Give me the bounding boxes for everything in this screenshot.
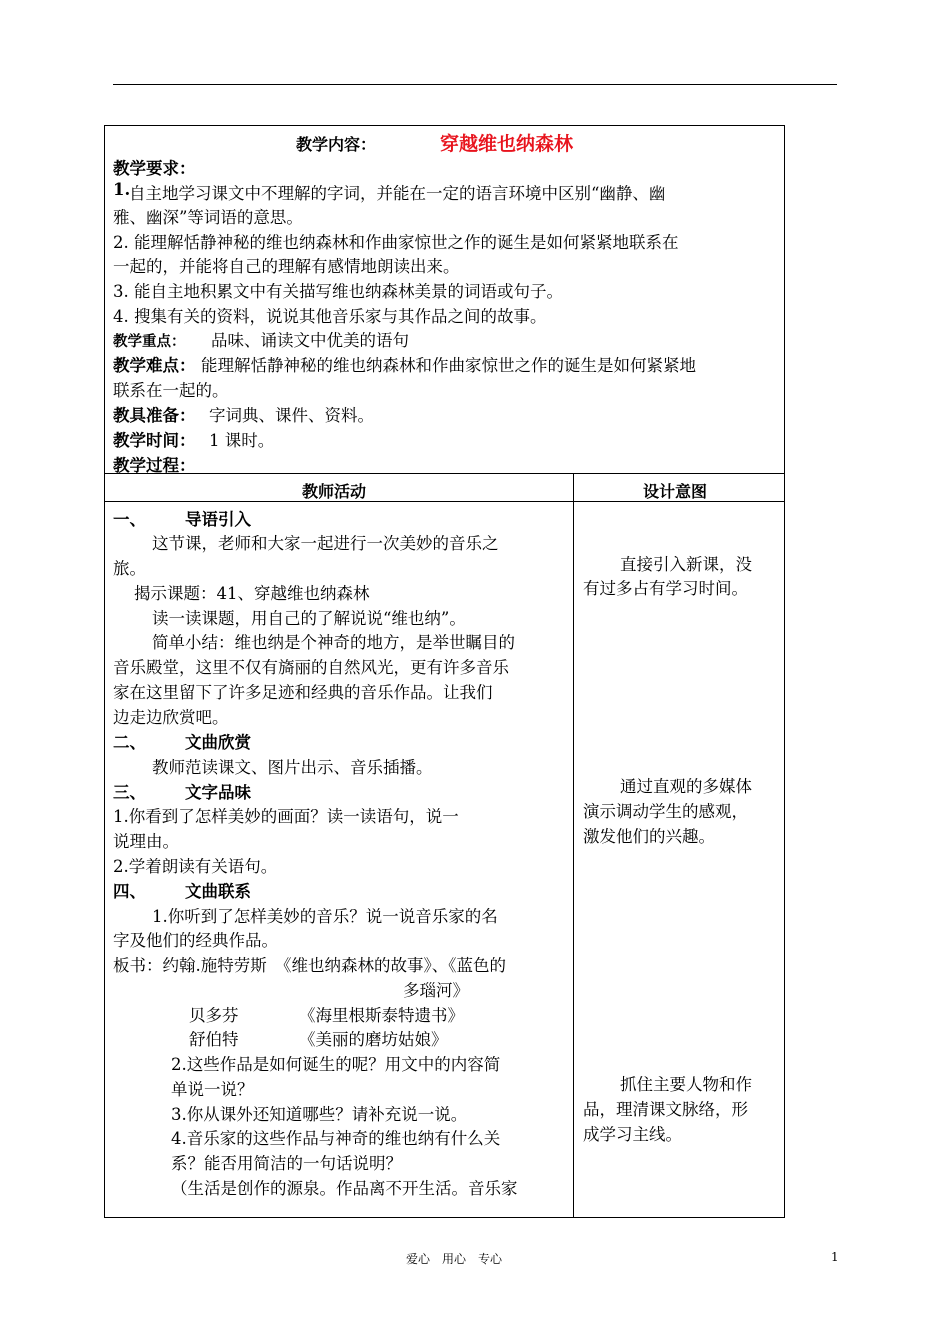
board-beethoven-work: 《海里根斯泰特遗书》 [299,1006,464,1025]
design-intent-header: 设计意图 [643,482,708,501]
design2-line3: 激发他们的兴趣。 [583,827,715,846]
s2-p1: 教师范读课文、图片出示、音乐插播。 [152,758,433,777]
board-beethoven: 贝多芬 [189,1006,239,1025]
focus-text: 品味、诵读文中优美的语句 [211,331,409,350]
s4-q4-line3: （生活是创作的源泉。作品离不开生活。音乐家 [171,1179,518,1198]
s4-q4-line1: 4.音乐家的这些作品与神奇的维也纳有什么关 [171,1129,501,1148]
s4-board-line1: 板书：约翰.施特劳斯 《维也纳森林的故事》、《蓝色的 [113,956,506,975]
design3-line1: 抓住主要人物和作 [620,1075,752,1094]
board-schubert-work: 《美丽的磨坊姑娘》 [299,1030,448,1049]
s4-q4-line2: 系？能否用简洁的一句话说明？ [171,1154,402,1173]
s4-q2-line1: 2.这些作品是如何诞生的呢？用文中的内容简 [171,1055,501,1074]
s1-p4-line3: 家在这里留下了许多足迹和经典的音乐作品。让我们 [113,683,493,702]
design1-line2: 有过多占有学习时间。 [583,579,748,598]
section1-title: 导语引入 [185,510,251,529]
design2-line2: 演示调动学生的感观， [583,802,748,821]
s4-q1-line1: 1.你听到了怎样美妙的音乐？说一说音乐家的名 [152,907,498,926]
time-text: 1 课时。 [209,431,275,450]
column-header-row [105,473,784,502]
difficulty-line1: 能理解恬静神秘的维也纳森林和作曲家惊世之作的诞生是如何紧紧地 [201,356,696,375]
section4-number: 四、 [113,882,146,901]
difficulty-line2: 联系在一起的。 [113,381,229,400]
section3-number: 三、 [113,783,146,802]
tools-text: 字词典、课件、资料。 [209,406,374,425]
lesson-header-cell [105,126,784,473]
tools-label: 教具准备： [113,406,196,425]
s1-p1-line1: 这节课，老师和大家一起进行一次美妙的音乐之 [152,534,499,553]
column-divider [573,473,574,1217]
req3: 3. 能自主地积累文中有关描写维也纳森林美景的词语或句子。 [113,282,563,301]
content-label: 教学内容： [296,135,377,154]
s3-p2: 2.学着朗读有关语句。 [113,857,278,876]
req4: 4. 搜集有关的资料，说说其他音乐家与其作品之间的故事。 [113,307,547,326]
design3-line2: 品，理清课文脉络，形 [583,1100,748,1119]
design3-line3: 成学习主线。 [583,1125,682,1144]
s4-q1-line2: 字及他们的经典作品。 [113,931,278,950]
section2-title: 文曲欣赏 [185,733,251,752]
focus-label: 教学重点： [113,333,186,350]
time-label: 教学时间： [113,431,196,450]
req1-num: 1. [113,180,131,199]
page-number: 1 [831,1250,839,1264]
design2-line1: 通过直观的多媒体 [620,777,752,796]
board-schubert: 舒伯特 [189,1030,239,1049]
s1-p2: 揭示课题：41、穿越维也纳森林 [134,584,370,603]
section3-title: 文字品味 [185,783,251,802]
section4-title: 文曲联系 [185,882,251,901]
design1-line1: 直接引入新课，没 [620,555,752,574]
s4-q2-line2: 单说一说？ [171,1080,254,1099]
req2-line2: 一起的，并能将自己的理解有感情地朗读出来。 [113,257,460,276]
req1-line1: 自主地学习课文中不理解的字词，并能在一定的语言环境中区别“幽静、幽 [129,184,666,203]
lesson-plan-table [104,125,785,1218]
section1-number: 一、 [113,510,146,529]
s3-p1-line1: 1.你看到了怎样美妙的画面？读一读语句，说一 [113,807,459,826]
requirements-label: 教学要求： [113,159,196,178]
section2-number: 二、 [113,733,146,752]
s1-p4-line4: 边走边欣赏吧。 [113,708,229,727]
footer-motto: 爱心 用心 专心 [406,1252,503,1266]
teacher-activity-header: 教师活动 [302,482,367,501]
s4-q3: 3.你从课外还知道哪些？请补充说一说。 [171,1105,468,1124]
s1-p3: 读一读课题，用自己的了解说说“维也纳”。 [152,609,466,628]
difficulty-label: 教学难点： [113,356,196,375]
s4-board-line2: 多瑙河》 [403,981,469,1000]
header-rule [113,84,837,85]
req1-line2: 雅、幽深”等词语的意思。 [113,208,303,227]
s3-p1-line2: 说理由。 [113,832,179,851]
process-label: 教学过程： [113,456,196,475]
s1-p4-line1: 简单小结：维也纳是个神奇的地方，是举世瞩目的 [152,633,515,652]
s1-p4-line2: 音乐殿堂，这里不仅有旖丽的自然风光，更有许多音乐 [113,658,509,677]
s1-p1-line2: 旅。 [113,559,146,578]
lesson-title: 穿越维也纳森林 [440,133,574,155]
req2-line1: 2. 能理解恬静神秘的维也纳森林和作曲家惊世之作的诞生是如何紧紧地联系在 [113,233,679,252]
